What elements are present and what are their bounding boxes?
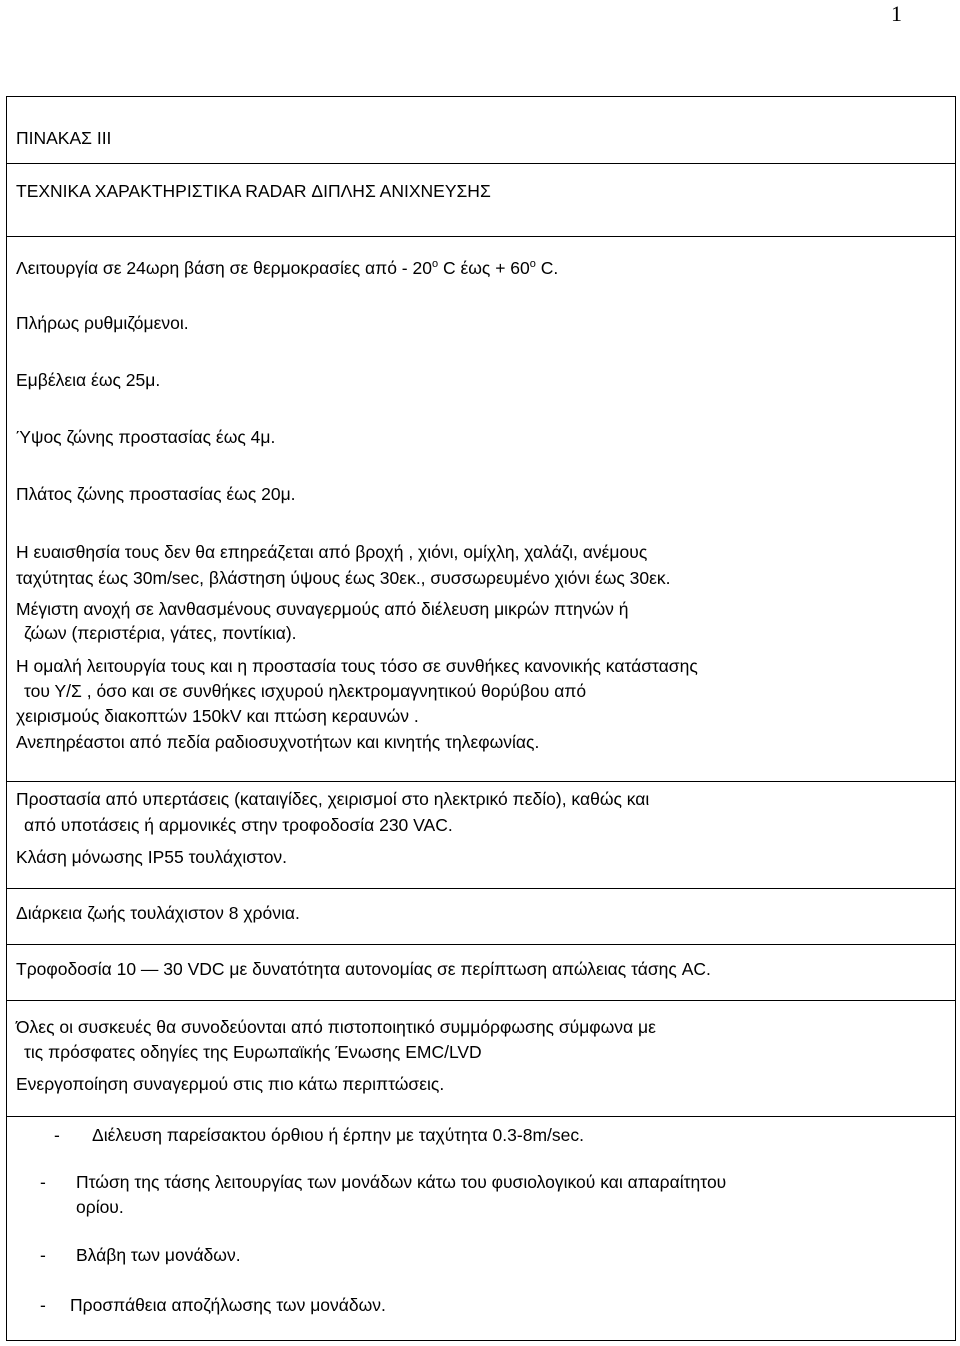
- list-item: Διέλευση παρείσακτου όρθιου ή έρπην με ταχύτητα 0.3-8m/sec.: [92, 1125, 584, 1145]
- spec-line: ταχύτητας έως 30m/sec, βλάστηση ύψους έως 30εκ., συσσωρευμένο χιόνι έως 30εκ.: [16, 568, 671, 588]
- row-divider: [6, 236, 956, 237]
- degree-mark: ο: [529, 258, 536, 270]
- operation-prefix: Λειτουργία σε 24ωρη βάση σε θερμοκρασίες από - 20: [16, 258, 432, 278]
- spec-line: από υποτάσεις ή αρμονικές στην τροφοδοσία 230 VAC.: [24, 815, 453, 835]
- row-divider: [6, 944, 956, 945]
- degree-mark: ο: [431, 258, 439, 270]
- spec-line: Πλάτος ζώνης προστασίας έως 20μ.: [16, 484, 296, 504]
- operation-middle: C έως + 60: [438, 258, 530, 278]
- spec-line: Κλάση μόνωσης IP55 τουλάχιστον.: [16, 847, 288, 867]
- spec-line: Ύψος ζώνης προστασίας έως 4μ.: [16, 427, 276, 447]
- list-item: Πτώση της τάσης λειτουργίας των μονάδων κάτω του φυσιολογικού και απαραίτητου: [76, 1172, 727, 1192]
- row-divider: [6, 163, 956, 164]
- spec-line: χειρισμούς διακοπτών 150kV και πτώση κεραυνών .: [16, 706, 419, 726]
- spec-line: Μέγιστη ανοχή σε λανθασμένους συναγερμούς από διέλευση μικρών πτηνών ή: [16, 599, 629, 619]
- spec-line: Ανεπηρέαστοι από πεδία ραδιοσυχνοτήτων και κινητής τηλεφωνίας.: [16, 732, 540, 752]
- table-title: ΠΙΝΑΚΑΣ ΙΙΙ: [16, 128, 112, 148]
- spec-line: Η ευαισθησία τους δεν θα επηρεάζεται από βροχή , χιόνι, ομίχλη, χαλάζι, ανέμους: [16, 542, 648, 562]
- row-divider: [6, 1000, 956, 1001]
- list-item: Βλάβη των μονάδων.: [76, 1245, 241, 1265]
- table-subtitle: ΤΕΧΝΙΚΑ ΧΑΡΑΚΤΗΡΙΣΤΙΚΑ RADAR ΔΙΠΛΗΣ ΑΝΙΧΝΕΥΣΗΣ: [16, 181, 491, 201]
- row-divider: [6, 1116, 956, 1117]
- list-bullet: -: [40, 1172, 46, 1192]
- list-bullet: -: [40, 1295, 46, 1315]
- list-item: Προσπάθεια αποζήλωσης των μονάδων.: [70, 1295, 386, 1315]
- row-divider: [6, 781, 956, 782]
- spec-line: Η ομαλή λειτουργία τους και η προστασία τους τόσο σε συνθήκες κανονικής κατάστασης: [16, 656, 698, 676]
- operating-temperature: [16, 257, 558, 279]
- spec-line: Ενεργοποίηση συναγερμού στις πιο κάτω περιπτώσεις.: [16, 1074, 445, 1094]
- spec-line: Πλήρως ρυθμιζόμενοι.: [16, 313, 189, 333]
- spec-line: τις πρόσφατες οδηγίες της Ευρωπαϊκής Ένωσης EMC/LVD: [24, 1042, 482, 1062]
- operation-suffix: C.: [535, 258, 559, 278]
- list-bullet: -: [40, 1245, 46, 1265]
- spec-line: ζώων (περιστέρια, γάτες, ποντίκια).: [24, 623, 297, 643]
- row-divider: [6, 888, 956, 889]
- page-number: 1: [891, 1, 902, 26]
- list-bullet: -: [54, 1125, 60, 1145]
- spec-line: Διάρκεια ζωής τουλάχιστον 8 χρόνια.: [16, 903, 300, 923]
- spec-line: Προστασία από υπερτάσεις (καταιγίδες, χειρισμοί στο ηλεκτρικό πεδίο), καθώς και: [16, 789, 650, 809]
- spec-line: Τροφοδοσία 10 — 30 VDC με δυνατότητα αυτονομίας σε περίπτωση απώλειας τάσης AC.: [16, 959, 711, 979]
- spec-line: του Υ/Σ , όσο και σε συνθήκες ισχυρού ηλεκτρομαγνητικού θορύβου από: [24, 681, 587, 701]
- spec-line: Εμβέλεια έως 25μ.: [16, 370, 161, 390]
- list-item: ορίου.: [76, 1197, 124, 1217]
- spec-line: Όλες οι συσκευές θα συνοδεύονται από πιστοποιητικό συμμόρφωσης σύμφωνα με: [16, 1017, 656, 1037]
